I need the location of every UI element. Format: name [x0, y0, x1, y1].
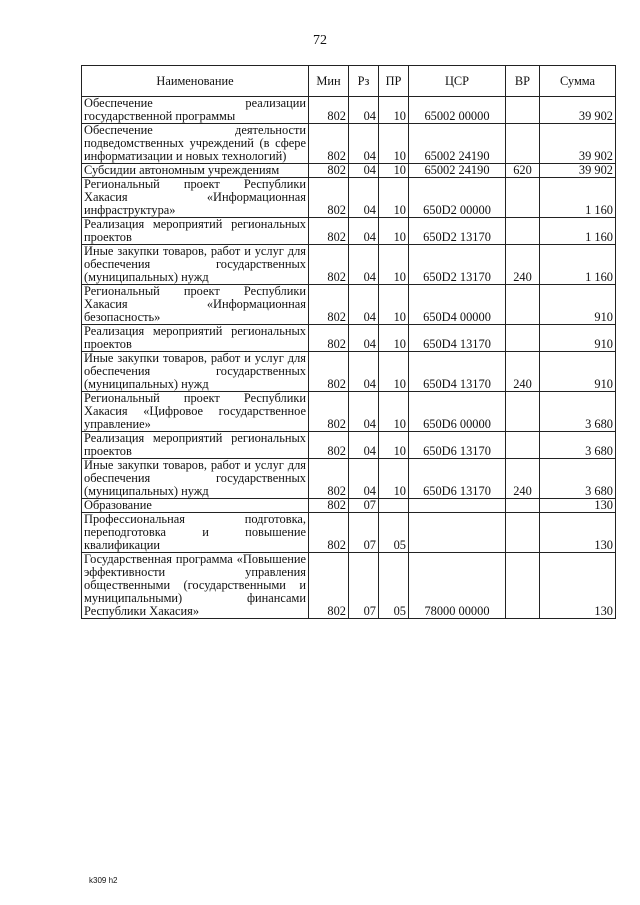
row-rz: 04 [349, 178, 379, 218]
row-csr: 650D6 00000 [409, 392, 506, 432]
row-rz: 04 [349, 459, 379, 499]
row-vr [506, 218, 540, 245]
row-sum: 1 160 [540, 178, 616, 218]
row-name: Субсидии автономным учреждениям [82, 164, 309, 178]
row-min: 802 [309, 459, 349, 499]
table-row [82, 325, 616, 352]
row-csr: 650D2 13170 [409, 245, 506, 285]
row-vr [506, 432, 540, 459]
footer-code: k309 h2 [89, 876, 118, 885]
row-rz: 04 [349, 352, 379, 392]
row-pr: 10 [379, 124, 409, 164]
table-header-row [82, 66, 616, 97]
row-pr: 05 [379, 553, 409, 619]
row-rz: 04 [349, 218, 379, 245]
row-pr: 10 [379, 325, 409, 352]
row-sum: 1 160 [540, 218, 616, 245]
row-min: 802 [309, 97, 349, 124]
table-row [82, 499, 616, 513]
table-row [82, 285, 616, 325]
column-header-csr: ЦСР [409, 66, 506, 97]
row-vr [506, 553, 540, 619]
table-row [82, 97, 616, 124]
row-name: Реализация мероприятий региональных проектов [82, 432, 309, 459]
row-min: 802 [309, 124, 349, 164]
row-rz: 04 [349, 164, 379, 178]
row-sum: 130 [540, 513, 616, 553]
table-row [82, 164, 616, 178]
row-sum: 910 [540, 352, 616, 392]
row-csr: 65002 00000 [409, 97, 506, 124]
row-name: Иные закупки товаров, работ и услуг для обеспечения государственных (муниципальных) нужд [82, 352, 309, 392]
row-rz: 04 [349, 392, 379, 432]
row-name: Государственная программа «Повышение эффективности управления общественными (государственными и муниципальными) финансами Республики Хакасия» [82, 553, 309, 619]
row-pr: 05 [379, 513, 409, 553]
row-rz: 04 [349, 285, 379, 325]
row-rz: 07 [349, 513, 379, 553]
column-header-min: Мин [309, 66, 349, 97]
row-name: Реализация мероприятий региональных проектов [82, 218, 309, 245]
row-rz: 04 [349, 325, 379, 352]
row-pr: 10 [379, 285, 409, 325]
row-min: 802 [309, 285, 349, 325]
row-min: 802 [309, 164, 349, 178]
row-sum: 130 [540, 553, 616, 619]
row-csr [409, 513, 506, 553]
table-row [82, 553, 616, 619]
row-sum: 3 680 [540, 432, 616, 459]
row-csr: 650D4 13170 [409, 352, 506, 392]
row-csr: 650D6 13170 [409, 432, 506, 459]
table-row [82, 432, 616, 459]
column-header-sum: Сумма [540, 66, 616, 97]
row-name: Обеспечение реализации государственной программы [82, 97, 309, 124]
row-csr [409, 499, 506, 513]
column-header-vr: ВР [506, 66, 540, 97]
row-min: 802 [309, 178, 349, 218]
row-min: 802 [309, 352, 349, 392]
table-row [82, 459, 616, 499]
row-name: Иные закупки товаров, работ и услуг для обеспечения государственных (муниципальных) нужд [82, 245, 309, 285]
row-rz: 04 [349, 432, 379, 459]
table-row [82, 218, 616, 245]
table-row [82, 392, 616, 432]
table-row [82, 352, 616, 392]
row-vr [506, 285, 540, 325]
row-csr: 65002 24190 [409, 164, 506, 178]
row-rz: 04 [349, 124, 379, 164]
row-sum: 39 902 [540, 164, 616, 178]
row-sum: 3 680 [540, 392, 616, 432]
column-header-pr: ПР [379, 66, 409, 97]
row-csr: 650D2 00000 [409, 178, 506, 218]
row-pr: 10 [379, 178, 409, 218]
row-sum: 910 [540, 325, 616, 352]
row-sum: 130 [540, 499, 616, 513]
row-name: Реализация мероприятий региональных проектов [82, 325, 309, 352]
row-pr: 10 [379, 245, 409, 285]
row-min: 802 [309, 325, 349, 352]
row-vr [506, 97, 540, 124]
row-csr: 650D6 13170 [409, 459, 506, 499]
row-sum: 1 160 [540, 245, 616, 285]
row-rz: 07 [349, 499, 379, 513]
row-pr: 10 [379, 352, 409, 392]
row-min: 802 [309, 513, 349, 553]
row-min: 802 [309, 553, 349, 619]
row-vr [506, 124, 540, 164]
row-min: 802 [309, 499, 349, 513]
row-vr: 240 [506, 245, 540, 285]
table-row [82, 245, 616, 285]
row-csr: 650D4 00000 [409, 285, 506, 325]
row-rz: 07 [349, 553, 379, 619]
row-rz: 04 [349, 245, 379, 285]
row-min: 802 [309, 218, 349, 245]
row-min: 802 [309, 245, 349, 285]
row-csr: 65002 24190 [409, 124, 506, 164]
row-sum: 39 902 [540, 97, 616, 124]
row-name: Профессиональная подготовка, переподготовка и повышение квалификации [82, 513, 309, 553]
table-row [82, 178, 616, 218]
row-vr: 240 [506, 352, 540, 392]
row-vr [506, 325, 540, 352]
row-sum: 910 [540, 285, 616, 325]
row-vr: 240 [506, 459, 540, 499]
row-pr: 10 [379, 164, 409, 178]
row-pr: 10 [379, 459, 409, 499]
row-sum: 3 680 [540, 459, 616, 499]
row-vr: 620 [506, 164, 540, 178]
row-name: Региональный проект Республики Хакасия «Информационная безопасность» [82, 285, 309, 325]
row-csr: 78000 00000 [409, 553, 506, 619]
row-min: 802 [309, 432, 349, 459]
table-row [82, 513, 616, 553]
row-vr [506, 178, 540, 218]
row-name: Образование [82, 499, 309, 513]
row-csr: 650D2 13170 [409, 218, 506, 245]
row-vr [506, 499, 540, 513]
row-vr [506, 513, 540, 553]
row-pr: 10 [379, 218, 409, 245]
row-pr: 10 [379, 97, 409, 124]
row-pr [379, 499, 409, 513]
row-pr: 10 [379, 392, 409, 432]
row-sum: 39 902 [540, 124, 616, 164]
row-csr: 650D4 13170 [409, 325, 506, 352]
column-header-name: Наименование [82, 66, 309, 97]
row-name: Обеспечение деятельности подведомственных учреждений (в сфере информатизации и новых технологий) [82, 124, 309, 164]
column-header-rz: Рз [349, 66, 379, 97]
row-name: Региональный проект Республики Хакасия «Информационная инфраструктура» [82, 178, 309, 218]
table-row [82, 124, 616, 164]
budget-table [81, 65, 616, 619]
row-rz: 04 [349, 97, 379, 124]
row-min: 802 [309, 392, 349, 432]
row-pr: 10 [379, 432, 409, 459]
row-name: Иные закупки товаров, работ и услуг для обеспечения государственных (муниципальных) нужд [82, 459, 309, 499]
page-number: 72 [313, 33, 327, 48]
row-name: Региональный проект Республики Хакасия «Цифровое государственное управление» [82, 392, 309, 432]
row-vr [506, 392, 540, 432]
